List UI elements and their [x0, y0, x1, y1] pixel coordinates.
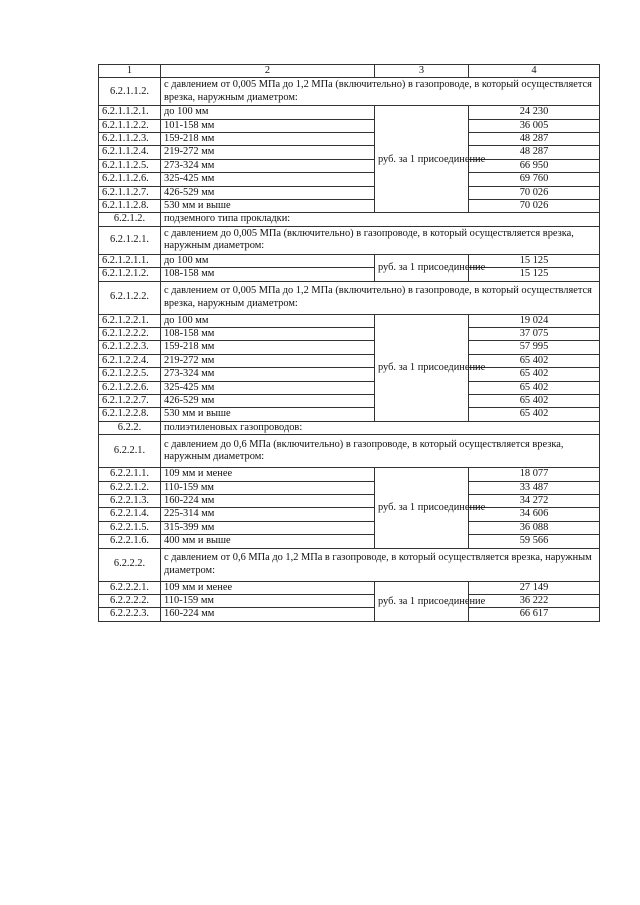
- row-code: 6.2.2.1.1.: [99, 468, 161, 481]
- row-code: 6.2.1.1.2.5.: [99, 159, 161, 172]
- row-code: 6.2.1.2.2.8.: [99, 408, 161, 421]
- row-description: с давлением от 0,005 МПа до 1,2 МПа (включительно) в газопроводе, в который осуществляется врезка, наружным диаметром:: [161, 281, 600, 314]
- row-price: 36 088: [469, 521, 600, 534]
- row-code: 6.2.1.1.2.4.: [99, 146, 161, 159]
- row-code: 6.2.1.2.2.4.: [99, 354, 161, 367]
- row-code: 6.2.1.2.1.2.: [99, 268, 161, 281]
- row-code: 6.2.1.2.: [99, 213, 161, 226]
- row-description: с давлением до 0,6 МПа (включительно) в газопроводе, в который осуществляется врезка, наружным диаметром:: [161, 435, 600, 468]
- row-code: 6.2.1.1.2.: [99, 78, 161, 106]
- row-description: 273-324 мм: [161, 368, 375, 381]
- table-row: [99, 595, 600, 608]
- row-code: 6.2.1.2.1.1.: [99, 254, 161, 267]
- table-row: [99, 159, 600, 172]
- table-row: [99, 281, 600, 314]
- row-description: 219-272 мм: [161, 354, 375, 367]
- table-row: [99, 421, 600, 434]
- row-price: 15 125: [469, 254, 600, 267]
- row-code: 6.2.2.: [99, 421, 161, 434]
- table-row: [99, 106, 600, 119]
- row-description: 110-159 мм: [161, 595, 375, 608]
- row-price: 34 272: [469, 494, 600, 507]
- row-code: 6.2.1.2.2.: [99, 281, 161, 314]
- row-code: 6.2.1.2.1.: [99, 226, 161, 254]
- column-header-2: 2: [161, 65, 375, 78]
- row-code: 6.2.1.1.2.8.: [99, 200, 161, 213]
- row-price: 66 617: [469, 608, 600, 621]
- table-row: [99, 535, 600, 548]
- table-row: [99, 146, 600, 159]
- row-price: 33 487: [469, 481, 600, 494]
- row-price: 15 125: [469, 268, 600, 281]
- row-price: 37 075: [469, 327, 600, 340]
- row-code: 6.2.1.1.2.1.: [99, 106, 161, 119]
- row-description: 325-425 мм: [161, 381, 375, 394]
- row-price: 65 402: [469, 368, 600, 381]
- table-row: [99, 186, 600, 199]
- row-code: 6.2.1.2.2.2.: [99, 327, 161, 340]
- table-row: [99, 481, 600, 494]
- row-code: 6.2.1.1.2.6.: [99, 173, 161, 186]
- row-description: 160-224 мм: [161, 494, 375, 507]
- row-code: 6.2.2.1.4.: [99, 508, 161, 521]
- column-header-3: 3: [375, 65, 469, 78]
- document-page: [98, 64, 599, 622]
- column-header-1: 1: [99, 65, 161, 78]
- table-row: [99, 213, 600, 226]
- row-code: 6.2.2.2.: [99, 548, 161, 581]
- table-row: [99, 314, 600, 327]
- table-row: [99, 394, 600, 407]
- row-description: 110-159 мм: [161, 481, 375, 494]
- row-code: 6.2.2.1.6.: [99, 535, 161, 548]
- row-price: 65 402: [469, 381, 600, 394]
- row-description: подземного типа прокладки:: [161, 213, 600, 226]
- row-description: с давлением от 0,005 МПа до 1,2 МПа (включительно) в газопроводе, в который осуществляется врезка, наружным диаметром:: [161, 78, 600, 106]
- row-code: 6.2.1.1.2.3.: [99, 133, 161, 146]
- row-price: 65 402: [469, 354, 600, 367]
- row-description: 101-158 мм: [161, 119, 375, 132]
- row-code: 6.2.1.1.2.7.: [99, 186, 161, 199]
- table-row: [99, 381, 600, 394]
- table-row: [99, 521, 600, 534]
- row-price: 36 222: [469, 595, 600, 608]
- table-row: [99, 368, 600, 381]
- row-price: 66 950: [469, 159, 600, 172]
- row-price: 48 287: [469, 146, 600, 159]
- table-row: [99, 354, 600, 367]
- row-description: с давлением до 0,005 МПа (включительно) в газопроводе, в который осуществляется врезка, наружным диаметром:: [161, 226, 600, 254]
- row-code: 6.2.2.1.: [99, 435, 161, 468]
- table-row: [99, 608, 600, 621]
- row-price: 27 149: [469, 581, 600, 594]
- table-row: [99, 508, 600, 521]
- table-row: [99, 435, 600, 468]
- row-price: 34 606: [469, 508, 600, 521]
- tariff-table: [98, 64, 600, 622]
- row-price: 18 077: [469, 468, 600, 481]
- table-row: [99, 581, 600, 594]
- table-row: [99, 119, 600, 132]
- row-description: до 100 мм: [161, 254, 375, 267]
- unit-cell: руб. за 1 присоединение: [375, 106, 469, 213]
- row-description: до 100 мм: [161, 106, 375, 119]
- unit-cell: руб. за 1 присоединение: [375, 254, 469, 281]
- row-price: 36 005: [469, 119, 600, 132]
- row-description: 108-158 мм: [161, 268, 375, 281]
- row-code: 6.2.1.2.2.5.: [99, 368, 161, 381]
- row-description: с давлением от 0,6 МПа до 1,2 МПа в газопроводе, в который осуществляется врезка, наружным диаметром:: [161, 548, 600, 581]
- row-price: 70 026: [469, 200, 600, 213]
- row-description: 108-158 мм: [161, 327, 375, 340]
- row-description: 219-272 мм: [161, 146, 375, 159]
- table-row: [99, 341, 600, 354]
- table-row: [99, 408, 600, 421]
- row-description: 530 мм и выше: [161, 408, 375, 421]
- row-code: 6.2.2.2.3.: [99, 608, 161, 621]
- table-row: [99, 327, 600, 340]
- row-price: 65 402: [469, 394, 600, 407]
- row-description: 159-218 мм: [161, 341, 375, 354]
- row-code: 6.2.2.1.5.: [99, 521, 161, 534]
- row-description: 530 мм и выше: [161, 200, 375, 213]
- table-row: [99, 468, 600, 481]
- table-row: [99, 226, 600, 254]
- table-row: [99, 548, 600, 581]
- row-code: 6.2.1.2.2.7.: [99, 394, 161, 407]
- row-price: 59 566: [469, 535, 600, 548]
- row-code: 6.2.1.2.2.1.: [99, 314, 161, 327]
- row-code: 6.2.2.2.1.: [99, 581, 161, 594]
- table-row: [99, 268, 600, 281]
- row-description: 426-529 мм: [161, 394, 375, 407]
- row-description: 109 мм и менее: [161, 581, 375, 594]
- table-row: [99, 254, 600, 267]
- row-description: 315-399 мм: [161, 521, 375, 534]
- table-row: [99, 173, 600, 186]
- row-price: 19 024: [469, 314, 600, 327]
- row-price: 48 287: [469, 133, 600, 146]
- row-description: 109 мм и менее: [161, 468, 375, 481]
- row-price: 69 760: [469, 173, 600, 186]
- table-row: [99, 133, 600, 146]
- table-row: [99, 494, 600, 507]
- row-description: 159-218 мм: [161, 133, 375, 146]
- table-header-row: [99, 65, 600, 78]
- row-price: 57 995: [469, 341, 600, 354]
- table-row: [99, 200, 600, 213]
- row-code: 6.2.1.2.2.6.: [99, 381, 161, 394]
- row-price: 70 026: [469, 186, 600, 199]
- row-description: 325-425 мм: [161, 173, 375, 186]
- unit-cell: руб. за 1 присоединение: [375, 468, 469, 548]
- column-header-4: 4: [469, 65, 600, 78]
- row-description: 225-314 мм: [161, 508, 375, 521]
- row-price: 65 402: [469, 408, 600, 421]
- row-description: 426-529 мм: [161, 186, 375, 199]
- row-price: 24 230: [469, 106, 600, 119]
- unit-cell: руб. за 1 присоединение: [375, 314, 469, 421]
- row-description: полиэтиленовых газопроводов:: [161, 421, 600, 434]
- row-code: 6.2.2.1.3.: [99, 494, 161, 507]
- row-code: 6.2.1.1.2.2.: [99, 119, 161, 132]
- row-code: 6.2.2.2.2.: [99, 595, 161, 608]
- row-description: 400 мм и выше: [161, 535, 375, 548]
- unit-cell: руб. за 1 присоединение: [375, 581, 469, 621]
- row-description: 160-224 мм: [161, 608, 375, 621]
- row-description: до 100 мм: [161, 314, 375, 327]
- row-code: 6.2.2.1.2.: [99, 481, 161, 494]
- row-code: 6.2.1.2.2.3.: [99, 341, 161, 354]
- row-description: 273-324 мм: [161, 159, 375, 172]
- table-row: [99, 78, 600, 106]
